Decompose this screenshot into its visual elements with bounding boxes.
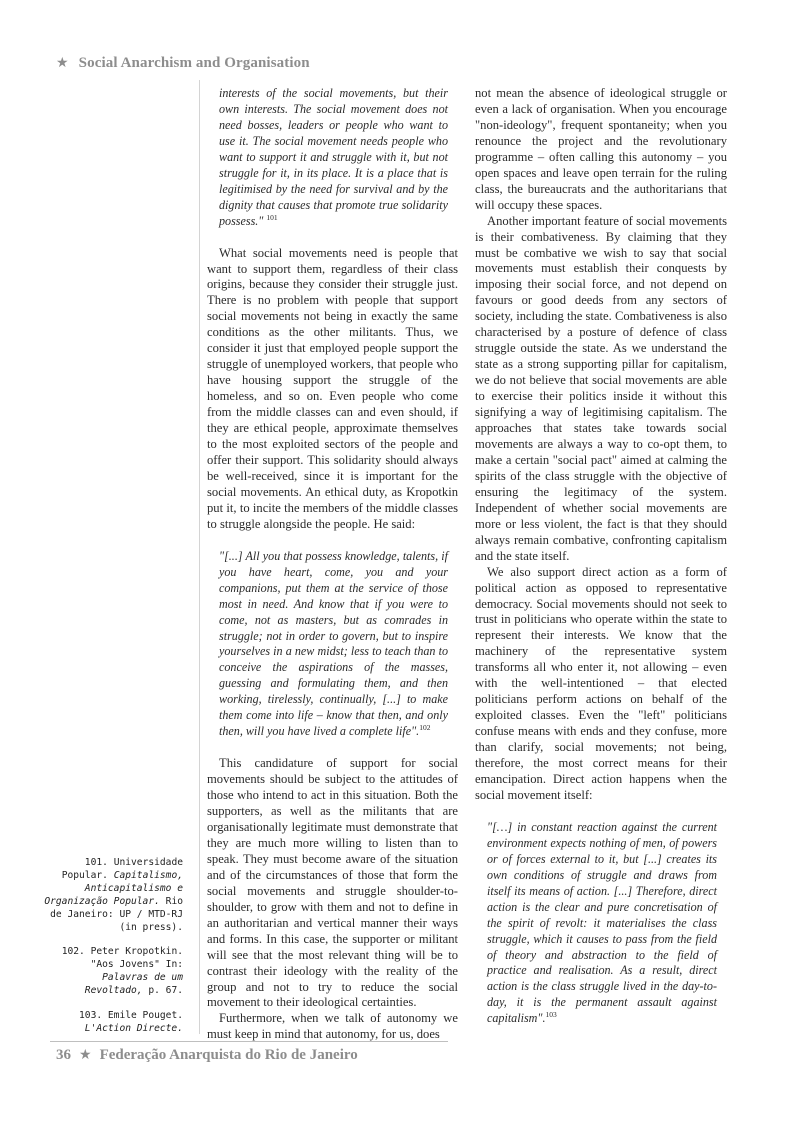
star-icon: ★ <box>79 1048 92 1063</box>
footnote-ref-102[interactable]: 102 <box>419 723 431 733</box>
footnotes <box>40 857 183 1048</box>
right-column <box>475 86 727 1027</box>
paragraph: Furthermore, when we talk of autonomy we must keep in mind that autonomy, for us, does <box>207 1011 458 1042</box>
page-number: 36 <box>56 1047 71 1063</box>
footer <box>56 1047 358 1064</box>
block-quote-102: "[...] All you that possess knowledge, talents, if you have heart, come, you and your companions, put them at the service of those most in need. And know that if you were to come, not as masters, but as comrades in struggle; not in order to govern, but to inspire yourselves in a new midst; less to teach than to conceive the aspirations of the masses, guessing and formulating them, and then working, tirelessly, continually, [...] to make them come into life – know that then, and only then, will you have lived a complete life".$^{102}$ <box>219 548 448 739</box>
paragraph: What social movements need is people that want to support them, regardless of their class origins, because they consider their struggle just. There is no problem with people that support social movements not being in exactly the same conditions as the other militants. Thus, we consider it just that employed people support the struggle of unemployed workers, that people who have housing support the struggle of the homeless, and so on. Even people who come from the middle classes can and even should, if they are ethical people, approximate themselves to the most exploited sectors of the people and offer their support. This solidarity should always be well-received, since it is important for the social movements. An ethical duty, as Kropotkin put it, to incite the members of the middle classes to struggle alongside the people. He said: <box>207 245 458 531</box>
footnote-101: 101. Universidade Popular. Capitalismo, Anticapitalismo e Organização Popular. Rio de Janeiro: UP / MTD-RJ (in press). <box>44 857 183 933</box>
paragraph: We also support direct action as a form of political action as opposed to representative democracy. Social movements should not seek to trust in politicians who operate within the state to represent their interests. We know that the machinery of the representative system transforms all who enter it, not allowing – even with the well-intentioned – that elected politicians perform actions on behalf of the exploited classes. Even the "left" politicians confuse means with ends and they confuse, more than clarify, social movements; not being, therefore, the most correct means for their emancipation. Direct action happens when the social movement itself: <box>475 564 727 802</box>
publisher: Federação Anarquista do Rio de Janeiro <box>99 1047 358 1063</box>
footnote-102: 102. Peter Kropotkin. "Aos Jovens" In: Palavras de um Revoltado, p. 67. <box>61 946 183 997</box>
footnote-103: 103. Emile Pouget. L'Action Directe. <box>79 1010 183 1034</box>
paragraph: not mean the absence of ideological struggle or even a lack of organisation. When you encourage "non-ideology", frequent spontaneity; when you renounce the project and the revolutionary programme – often calling this autonomy – you open spaces and leave open terrain for the ruling class, the bureaucrats and the authoritarians that will occupy these spaces. <box>475 86 727 212</box>
left-column <box>207 86 458 1043</box>
block-quote-103: "[…] in constant reaction against the current environment expects nothing of men, of powers or of forces external to it, but [...] creates its own conditions of struggle and draws from itself its means of action. [...] Therefore, direct action is the clear and pure concretisation of the spirit of revolt: it materialises the class struggle, which it causes to pass from the field of theory and abstraction to the field of practice and realisation. As a result, direct action is the class struggle lived in the day-to-day, it is the permanent assault against capitalism".$^{103}$ <box>487 819 717 1026</box>
running-head <box>56 55 310 72</box>
footer-rule <box>50 1041 448 1042</box>
star-icon: ★ <box>56 56 69 71</box>
column-divider <box>199 80 200 1034</box>
footnote-ref-101[interactable]: 101 <box>266 212 278 222</box>
paragraph: Another important feature of social movements is their combativeness. By claiming that they must be combative we wish to say that social movements must establish their conquests by imposing their social force, and not depend on favours or good deeds from any sectors of society, including the state. Combativeness is also characterised by a posture of defence of class struggle outside the state. As we understand the state as a strong supporting pillar for capitalism, we do not believe that social movements are able to exercise their politics inside it without this signifying a way of legitimising capitalism. The approaches that states take towards social movements are always a way to co-opt them, to make a certain "social pact" aimed at calming the spirits of the class struggle with the objective of ensuring the legitimacy of the system. Independent of whether social movements are more or less violent, the fact is that they should always remain combative, confronting capitalism and the state itself. <box>475 213 727 563</box>
block-quote-101: interests of the social movements, but their own interests. The social movement does not need bosses, leaders or people who want to use it. The social movement needs people who want to support it and struggle with it, but not struggle for it, in its place. It is a place that is legitimised by the need for survival and by the dignity that causes that promote true solidarity possess." $^{101}$ <box>219 86 448 228</box>
paragraph: This candidature of support for social movements should be subject to the attitudes of those who intend to act in this situation. Both the supporters, as well as the militants that are organisationally legitimate must demonstrate that they are much more willing to listen than to speak. They must become aware of the situation and of the circumstances of those that form the social movements and struggle shoulder-to-shoulder, to grow with them and not to define in an authoritarian and vertical manner their ways and forms. In this case, the supporter or militant will see that the most relevant thing will be to contrast their ideology with the reality of the group and not to try to reduce the social movement to their ideological certainties. <box>207 756 458 1010</box>
book-title: Social Anarchism and Organisation <box>78 55 310 71</box>
footnote-ref-103[interactable]: 103 <box>545 1010 557 1020</box>
